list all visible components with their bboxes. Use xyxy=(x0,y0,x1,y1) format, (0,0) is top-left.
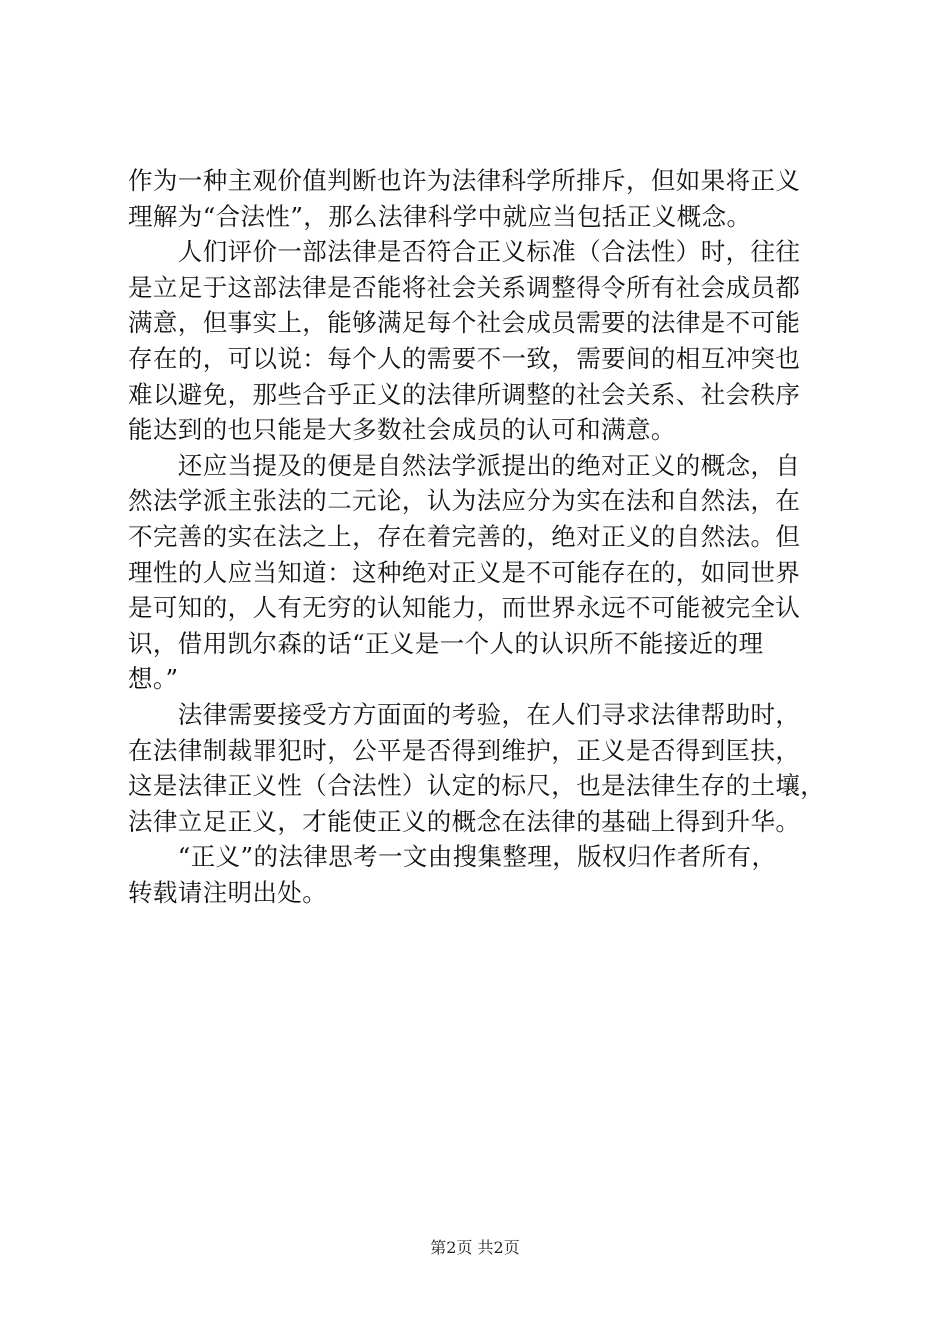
page-footer xyxy=(0,1238,950,1258)
text-line: 是立足于这部法律是否能将社会关系调整得令所有社会成员都 xyxy=(128,272,801,302)
text-line: 人们评价一部法律是否符合正义标准（合法性）时，往往 xyxy=(128,237,801,267)
text-line: 能达到的也只能是大多数社会成员的认可和满意。 xyxy=(128,415,676,445)
text-line: “正义”的法律思考一文由搜集整理，版权归作者所有， xyxy=(128,842,777,872)
text-line: 识，借用凯尔森的话“正义是一个人的认识所不能接近的理 xyxy=(128,628,764,658)
text-line: 这是法律正义性（合法性）认定的标尺，也是法律生存的土壤， xyxy=(128,771,826,801)
text-line: 理解为“合法性”，那么法律科学中就应当包括正义概念。 xyxy=(128,201,752,231)
text-line: 存在的，可以说：每个人的需要不一致，需要间的相互冲突也 xyxy=(128,343,801,373)
text-line: 想。” xyxy=(128,664,179,694)
text-line: 还应当提及的便是自然法学派提出的绝对正义的概念，自 xyxy=(128,450,801,480)
text-line: 法律立足正义，才能使正义的概念在法律的基础上得到升华。 xyxy=(128,806,801,836)
page-number: 第2页 共2页 xyxy=(430,1238,520,1257)
text-line: 不完善的实在法之上，存在着完善的，绝对正义的自然法。但 xyxy=(128,521,801,551)
text-line: 作为一种主观价值判断也许为法律科学所排斥，但如果将正义 xyxy=(128,166,801,195)
text-line: 理性的人应当知道：这种绝对正义是不可能存在的，如同世界 xyxy=(128,557,801,587)
text-line: 然法学派主张法的二元论，认为法应分为实在法和自然法，在 xyxy=(128,486,801,516)
text-line: 在法律制裁罪犯时，公平是否得到维护，正义是否得到匡扶， xyxy=(128,735,801,765)
text-line: 满意，但事实上，能够满足每个社会成员需要的法律是不可能 xyxy=(128,308,801,338)
text-line: 转载请注明出处。 xyxy=(128,877,328,907)
text-line: 是可知的，人有无穷的认知能力，而世界永远不可能被完全认 xyxy=(128,593,801,623)
text-line: 法律需要接受方方面面的考验，在人们寻求法律帮助时， xyxy=(128,699,801,729)
body-text xyxy=(128,163,834,910)
text-line: 难以避免，那些合乎正义的法律所调整的社会关系、社会秩序 xyxy=(128,379,801,409)
